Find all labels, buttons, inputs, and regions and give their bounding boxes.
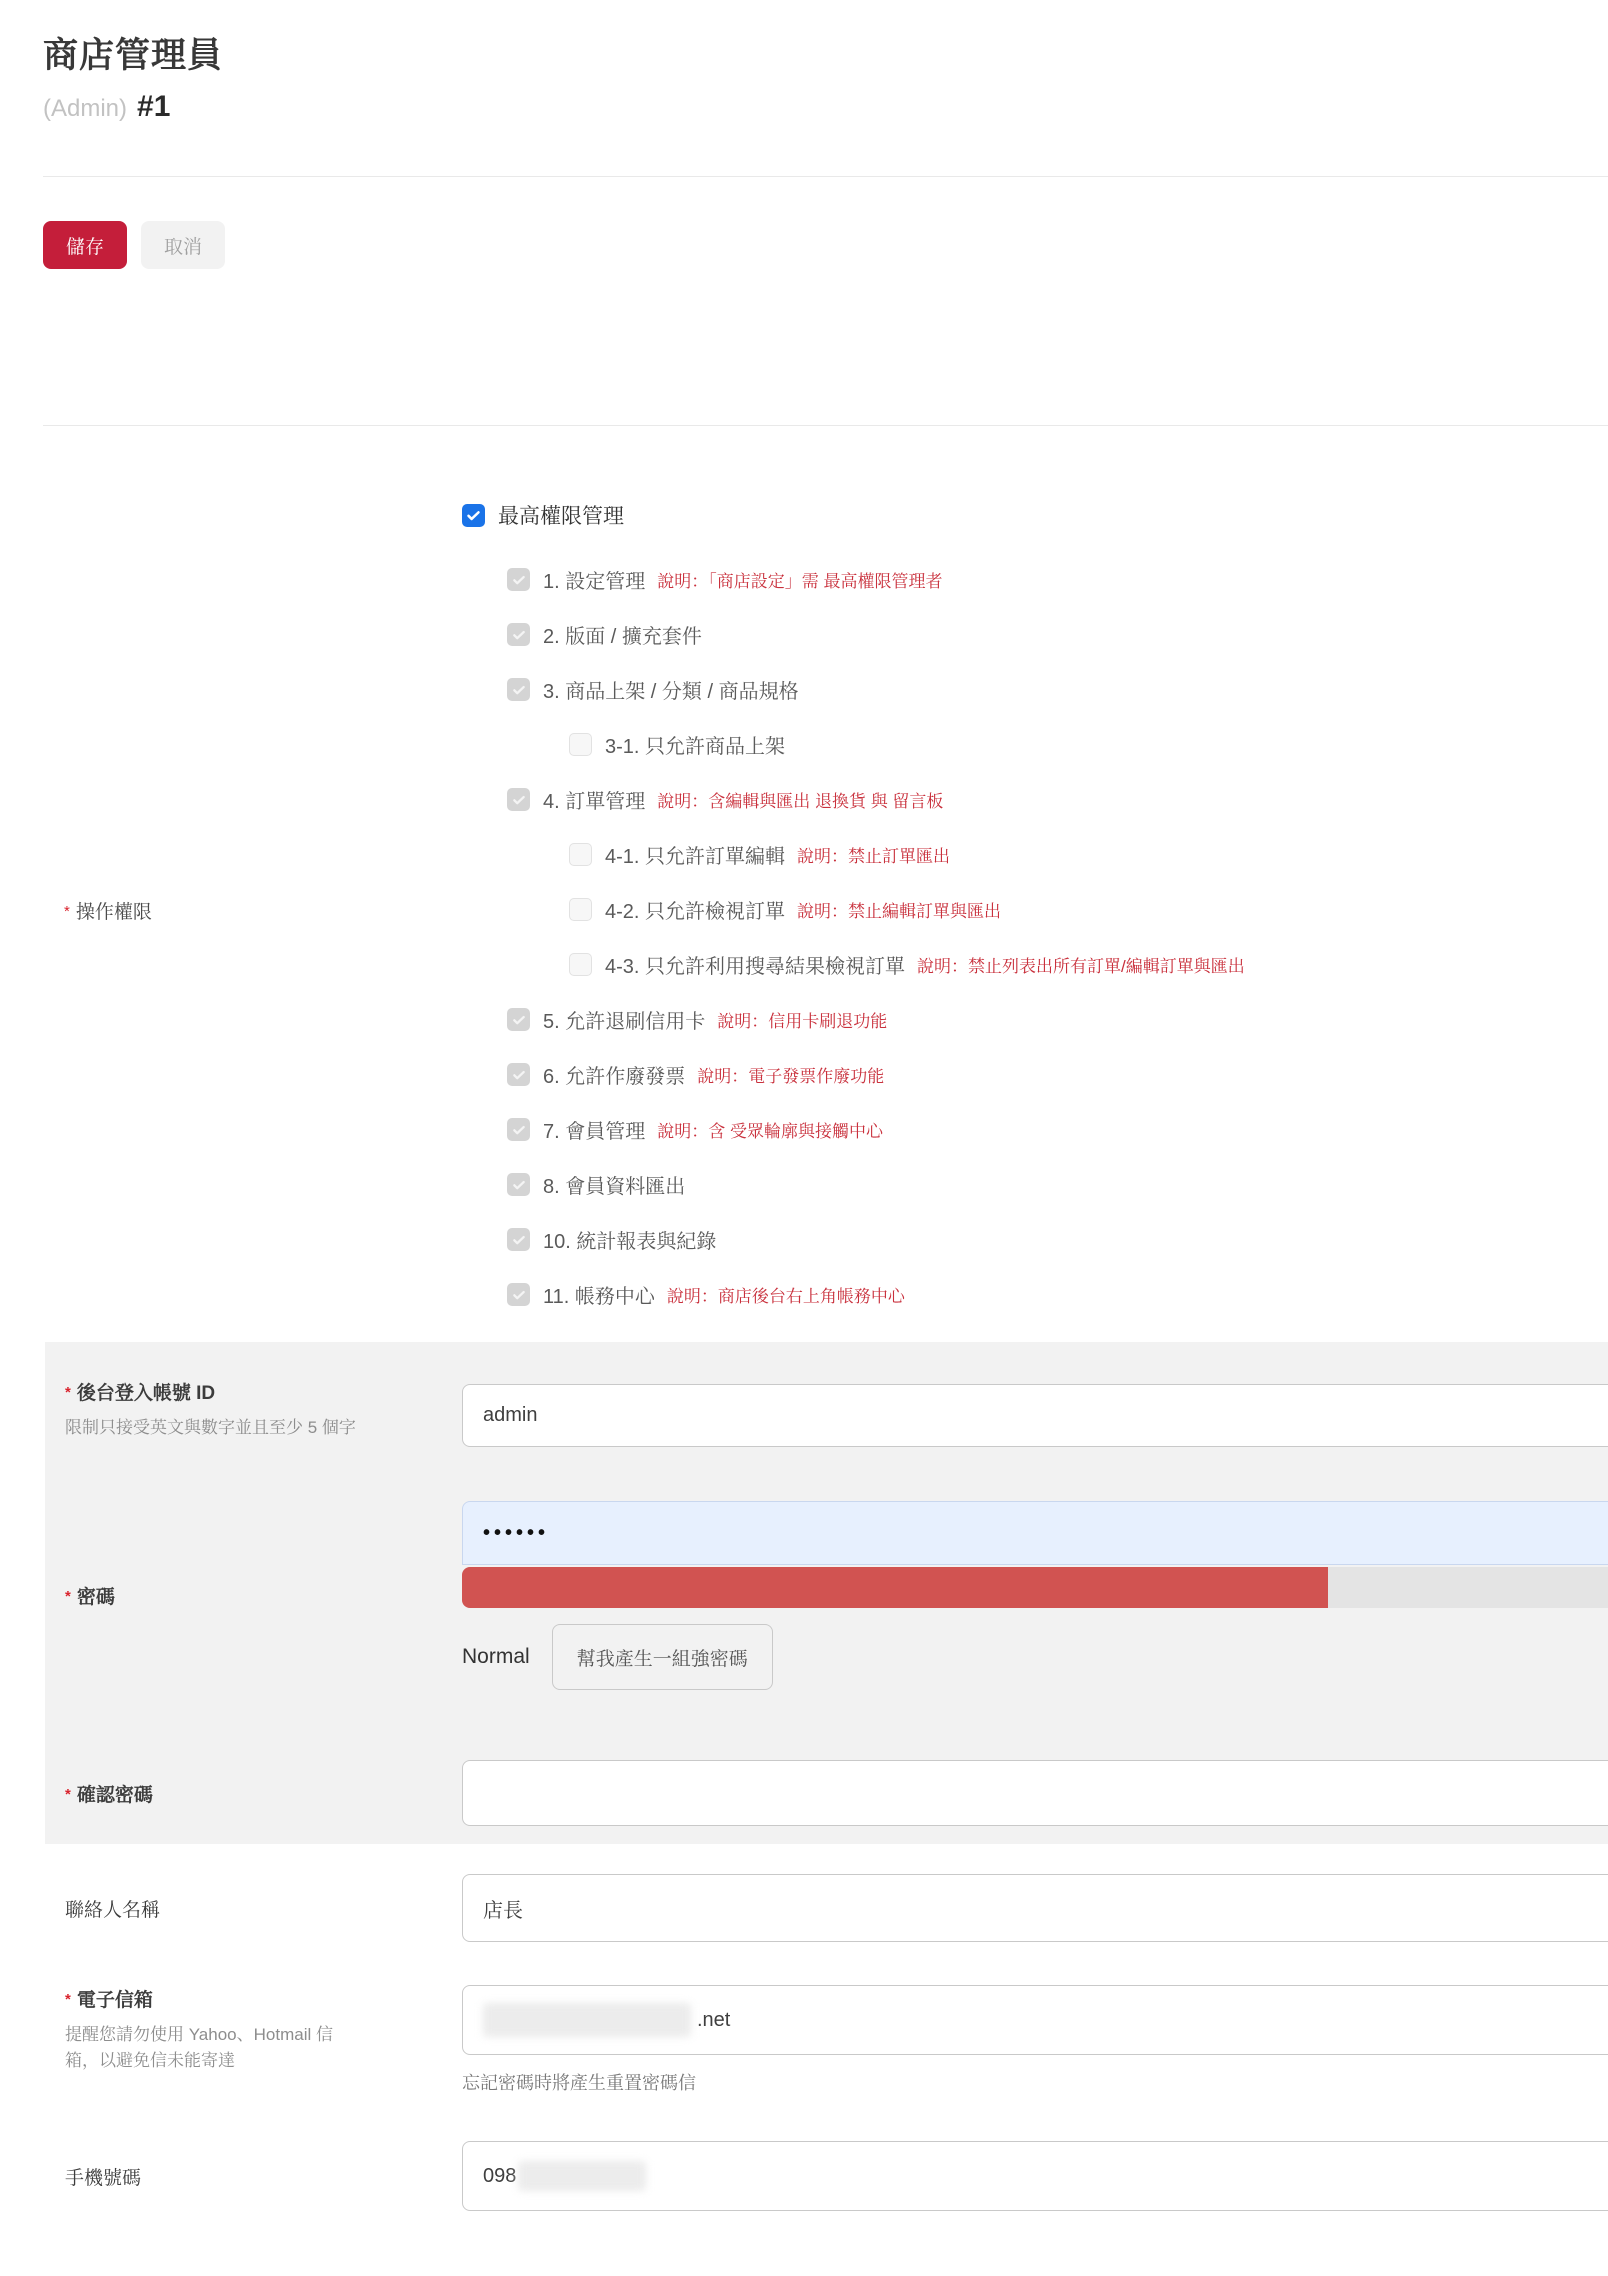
permission-label: 6. 允許作廢發票 (543, 1066, 686, 1088)
contact-name-label: 聯絡人名稱 (65, 1899, 161, 1921)
permission-item (507, 772, 1245, 827)
account-id-row (45, 1378, 1608, 1447)
phone-row (45, 2141, 1608, 2211)
header-divider (43, 176, 1608, 177)
permission-checkbox[interactable] (569, 898, 592, 921)
check-icon (512, 1068, 526, 1082)
email-help: 提醒您請勿使用 Yahoo、Hotmail 信箱，以避免信未能寄達 (65, 2025, 333, 2071)
redacted-email-blur (483, 2003, 691, 2037)
permission-item (507, 662, 1245, 717)
permission-note: 說明：「商店設定」需 最高權限管理者 (657, 572, 943, 591)
permission-label: 1. 設定管理 (543, 571, 646, 593)
phone-input[interactable] (462, 2141, 1608, 2211)
permission-item (569, 937, 1245, 992)
required-asterisk: * (64, 902, 70, 920)
check-icon (512, 573, 526, 587)
password-masked-value: •••••• (483, 1521, 550, 1544)
password-strength-fill (462, 1567, 1328, 1608)
check-icon (512, 683, 526, 697)
permission-item (507, 1047, 1245, 1102)
permission-label: 3-1. 只允許商品上架 (605, 736, 786, 758)
permission-checkbox[interactable] (507, 1228, 530, 1251)
contact-name-row (45, 1874, 1608, 1942)
permission-note: 說明：禁止列表出所有訂單/編輯訂單與匯出 (917, 957, 1245, 976)
subtitle-id: #1 (137, 90, 171, 123)
required-asterisk: * (65, 1991, 71, 2008)
check-icon (512, 1288, 526, 1302)
required-asterisk: * (65, 1785, 71, 1803)
account-id-label: * 後台登入帳號 ID (65, 1383, 216, 1404)
confirm-password-input[interactable] (462, 1760, 1608, 1826)
permission-master-label: 最高權限管理 (498, 505, 624, 528)
permission-item (569, 882, 1245, 937)
permission-item (569, 717, 1245, 772)
check-icon (512, 1123, 526, 1137)
permission-checkbox[interactable] (507, 678, 530, 701)
check-icon (512, 1013, 526, 1027)
confirm-password-row (45, 1760, 1608, 1826)
required-asterisk: * (65, 1384, 71, 1401)
permission-item (507, 1102, 1245, 1157)
password-row (45, 1501, 1608, 1690)
permission-checkbox[interactable] (507, 1283, 530, 1306)
permissions-section (0, 426, 1608, 1322)
permission-note: 說明：信用卡刷退功能 (717, 1012, 888, 1031)
permission-note: 說明：禁止編輯訂單與匯出 (797, 902, 1002, 921)
permission-note: 說明：電子發票作廢功能 (697, 1067, 885, 1086)
account-id-help: 限制只接受英文與數字並且至少 5 個字 (65, 1418, 356, 1437)
permission-note: 說明：含編輯與匯出 退換貨 與 留言板 (657, 792, 944, 811)
permission-label: 5. 允許退刷信用卡 (543, 1011, 706, 1033)
permission-checkbox[interactable] (507, 1063, 530, 1086)
confirm-password-label: * 確認密碼 (65, 1784, 153, 1806)
permission-item (507, 552, 1245, 607)
permission-item (569, 827, 1245, 882)
check-icon (512, 628, 526, 642)
page-title: 商店管理員 (43, 36, 224, 75)
subtitle-role: (Admin) (43, 95, 128, 122)
email-note-below: 忘記密碼時將產生重置密碼信 (462, 2073, 696, 2093)
permission-label: 11. 帳務中心 (543, 1286, 655, 1308)
permission-checkbox[interactable] (507, 788, 530, 811)
permission-label: 4. 訂單管理 (543, 791, 646, 813)
check-icon (512, 793, 526, 807)
email-visible-suffix: .net (697, 2008, 731, 2031)
permission-label: 4-3. 只允許利用搜尋結果檢視訂單 (605, 956, 906, 978)
permission-checkbox[interactable] (507, 1173, 530, 1196)
generate-password-button[interactable]: 幫我產生一組強密碼 (552, 1624, 773, 1690)
permission-note: 說明：含 受眾輪廓與接觸中心 (657, 1122, 883, 1141)
password-strength-bar (462, 1567, 1608, 1608)
permissions-field-label: * 操作權限 (64, 901, 152, 923)
permission-item (507, 607, 1245, 662)
page-subtitle (43, 90, 1608, 124)
cancel-button[interactable]: 取消 (141, 221, 225, 269)
password-strength-word: Normal (462, 1645, 530, 1668)
permission-item (507, 1267, 1245, 1322)
permission-checkbox[interactable] (507, 623, 530, 646)
permission-checkbox[interactable] (569, 843, 592, 866)
required-asterisk: * (65, 1588, 71, 1605)
permission-label: 8. 會員資料匯出 (543, 1176, 686, 1198)
permission-list (462, 498, 1245, 1322)
password-input[interactable] (462, 1501, 1608, 1565)
phone-label: 手機號碼 (65, 2167, 142, 2189)
permission-checkbox[interactable] (569, 733, 592, 756)
master-checkbox[interactable] (462, 504, 485, 527)
credentials-section (45, 1342, 1608, 1844)
permission-item (507, 992, 1245, 1047)
email-row (45, 1985, 1608, 2095)
permission-checkbox[interactable] (507, 1008, 530, 1031)
permission-note: 說明：禁止訂單匯出 (797, 847, 951, 866)
permission-label: 2. 版面 / 擴充套件 (543, 626, 702, 648)
check-icon (466, 508, 481, 523)
email-label: * 電子信箱 (65, 1990, 153, 2011)
permission-item (507, 1157, 1245, 1212)
check-icon (512, 1178, 526, 1192)
account-id-input[interactable] (462, 1384, 1608, 1447)
redacted-phone-blur (518, 2161, 646, 2191)
permission-label: 4-2. 只允許檢視訂單 (605, 901, 786, 923)
permission-checkbox[interactable] (507, 568, 530, 591)
toolbar (43, 221, 1608, 269)
permission-note: 說明：商店後台右上角帳務中心 (666, 1287, 905, 1306)
check-icon (512, 1233, 526, 1247)
email-input[interactable] (462, 1985, 1608, 2055)
permission-label: 4-1. 只允許訂單編輯 (605, 846, 786, 868)
permission-item (507, 1212, 1245, 1267)
permission-checkbox[interactable] (507, 1118, 530, 1141)
save-button[interactable]: 儲存 (43, 221, 127, 269)
phone-visible-prefix: 098 (483, 2164, 517, 2187)
permission-checkbox[interactable] (569, 953, 592, 976)
permission-label: 3. 商品上架 / 分類 / 商品規格 (543, 681, 799, 703)
permission-label: 10. 統計報表與紀錄 (543, 1231, 717, 1253)
password-label: * 密碼 (65, 1587, 115, 1608)
permission-master-row (462, 498, 1245, 532)
contact-name-input[interactable] (462, 1874, 1608, 1942)
permission-label: 7. 會員管理 (543, 1121, 646, 1143)
